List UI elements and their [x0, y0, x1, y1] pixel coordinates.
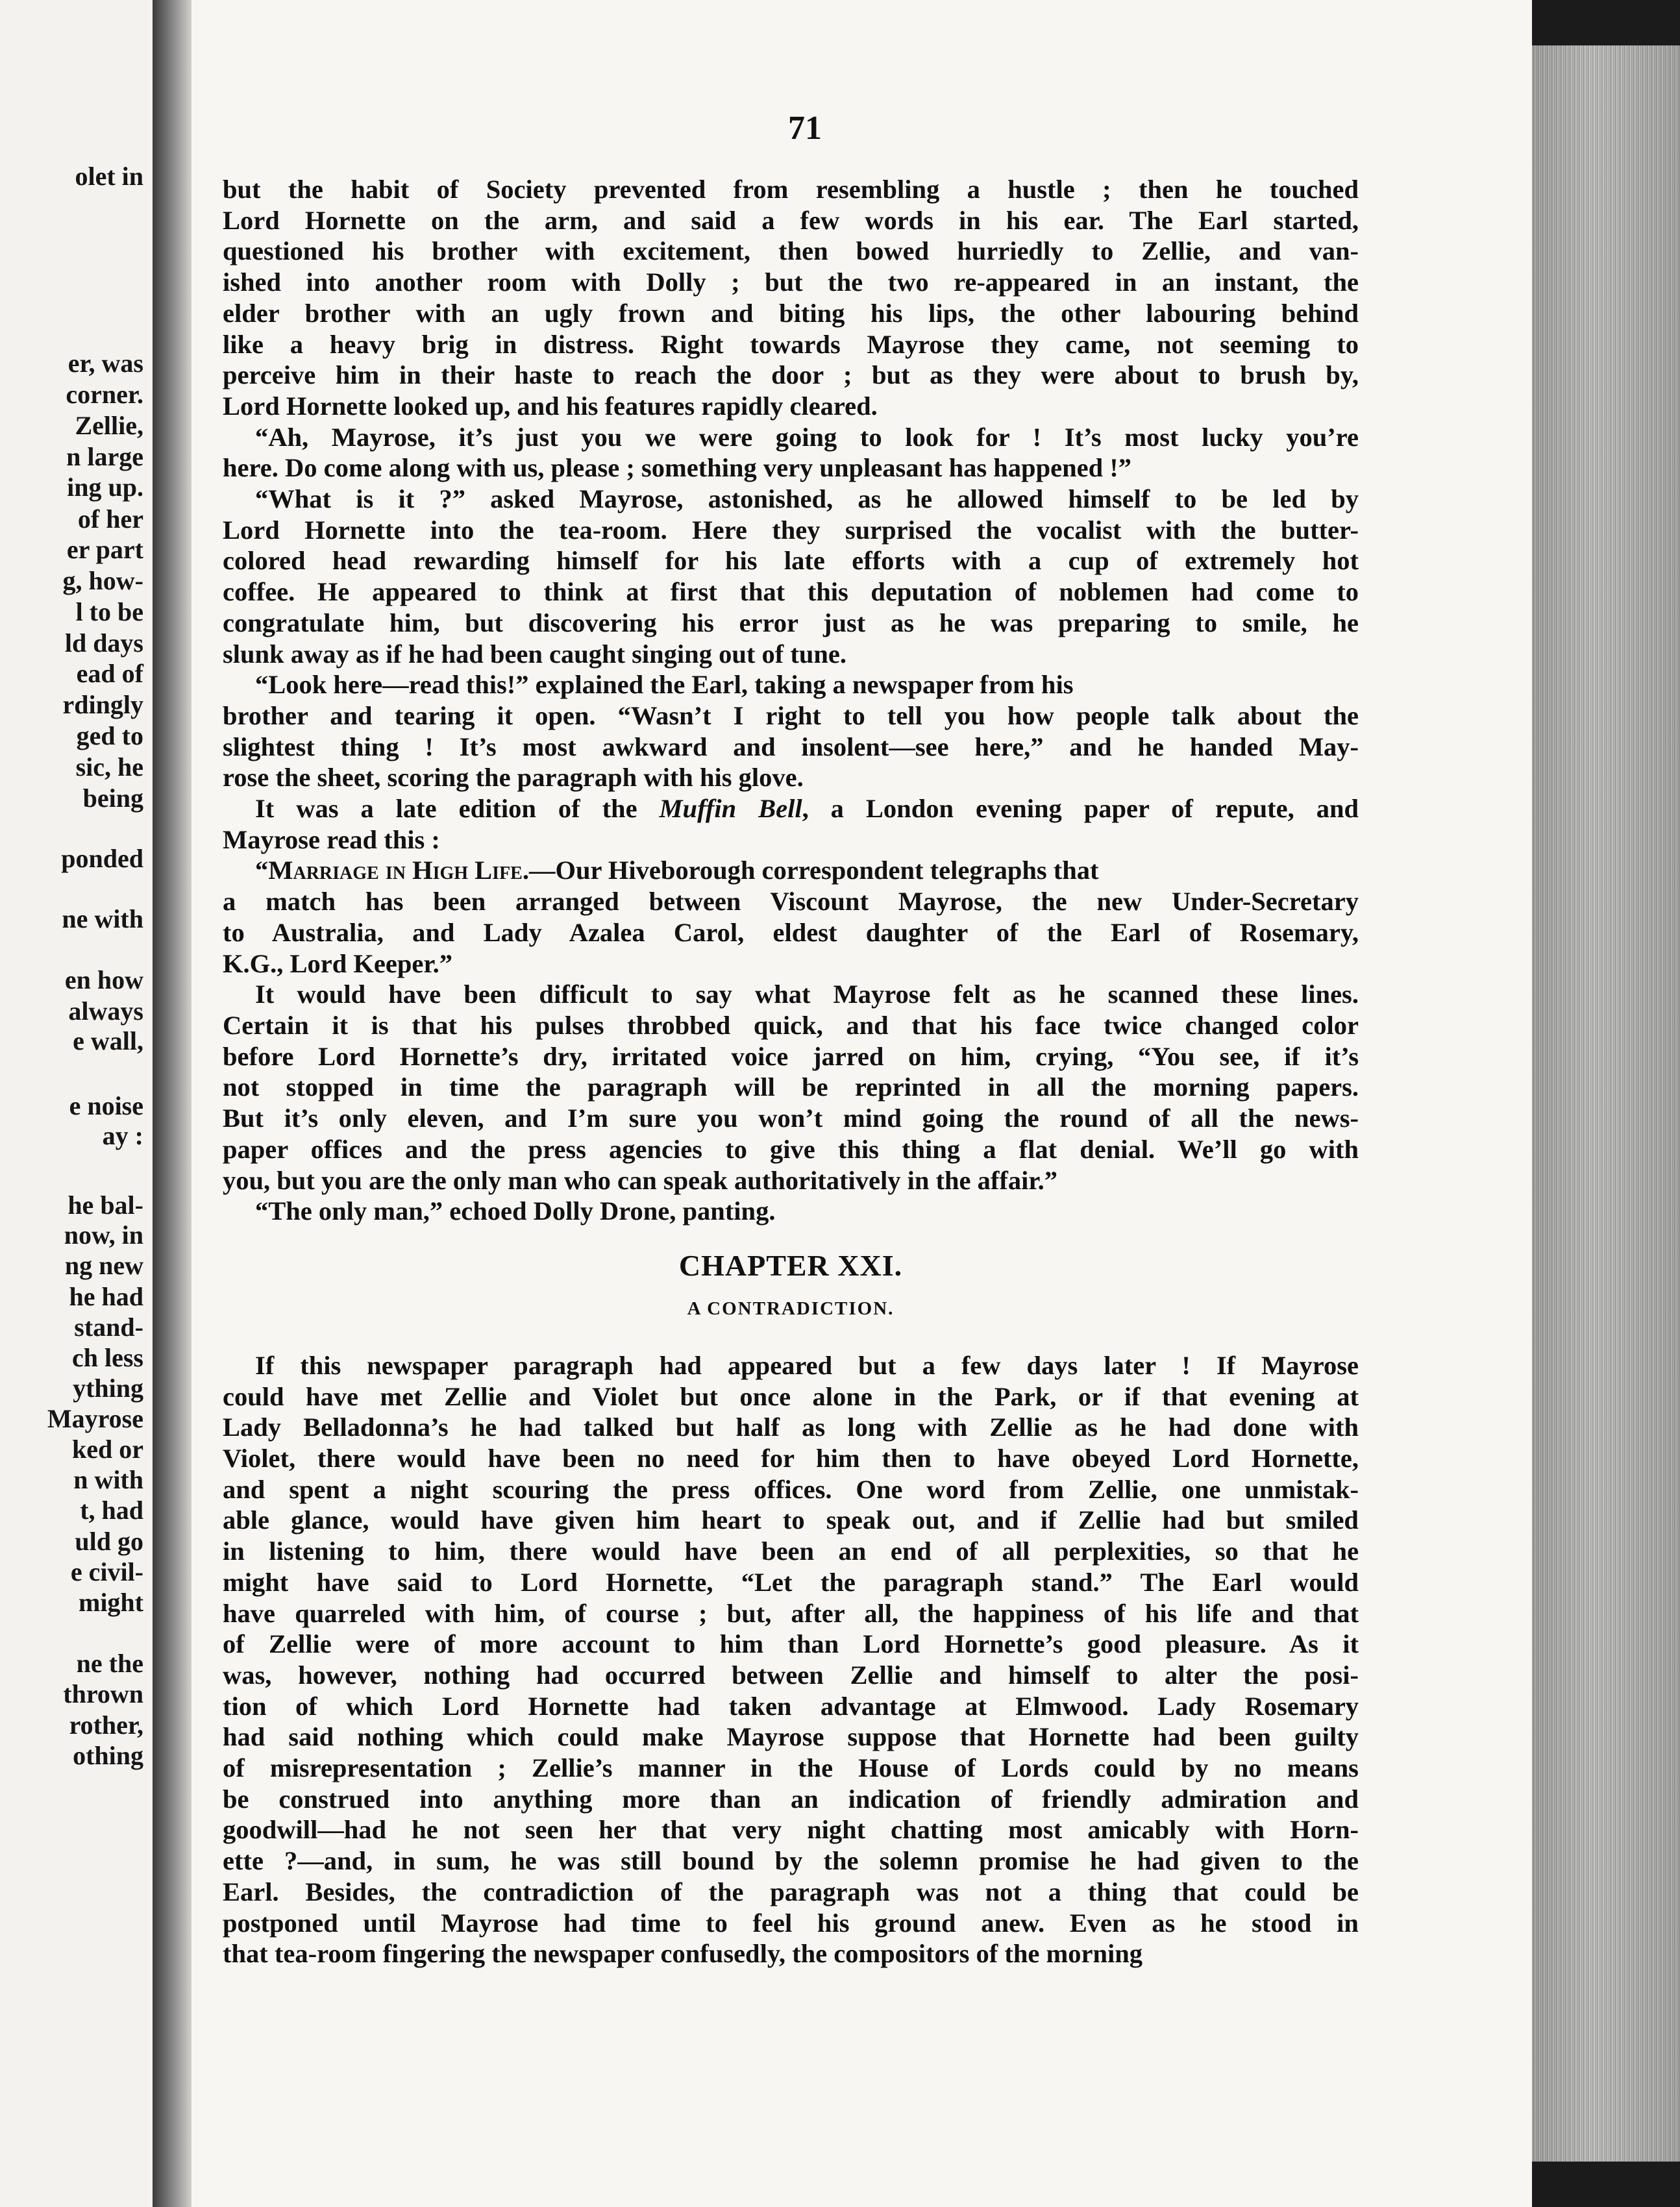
text-line: brother and tearing it open. “Wasn’t I right to tell you how people talk about the	[223, 700, 1359, 730]
facing-page-line: might	[79, 1588, 143, 1617]
facing-page-line: corner.	[66, 380, 143, 409]
facing-page-line: he bal-	[68, 1190, 143, 1220]
text-line: here. Do come along with us, please ; something very unpleasant has happened !”	[223, 453, 1131, 483]
facing-page-line: sic, he	[75, 752, 143, 782]
text-line: Lord Hornette on the arm, and said a few words in his ear. The Earl started,	[223, 205, 1359, 235]
text-line: in listening to him, there would have been an end of all perplexities, so that he	[223, 1536, 1359, 1566]
facing-page-line: stand-	[74, 1313, 143, 1342]
text-line: able glance, would have given him heart to speak out, and if Zellie had but smiled	[223, 1505, 1359, 1535]
text-line: “The only man,” echoed Dolly Drone, panting.	[255, 1196, 776, 1226]
facing-page-line: n with	[73, 1465, 143, 1494]
facing-page-line: ing up.	[67, 473, 143, 502]
facing-page-line: ything	[73, 1374, 143, 1403]
chapter-heading: CHAPTER XXI.	[678, 1248, 903, 1282]
text-line: of Zellie were of more account to him than Lord Hornette’s good pleasure. As it	[223, 1629, 1359, 1659]
text-line: If this newspaper paragraph had appeared but a few days later ! If Mayrose	[255, 1350, 1359, 1380]
text-line: “Ah, Mayrose, it’s just you we were going to look for ! It’s most lucky you’re	[255, 422, 1359, 452]
facing-page-line: now, in	[64, 1220, 143, 1250]
text-line: Lord Hornette looked up, and his features rapidly cleared.	[223, 391, 878, 421]
text-line: “Marriage in High Life.—Our Hiveborough correspondent telegraphs that	[255, 856, 1099, 885]
text-line: and spent a night scouring the press offices. One word from Zellie, one unmistak-	[223, 1474, 1359, 1504]
chapter-subtitle: A CONTRADICTION.	[687, 1298, 895, 1319]
text-line: But it’s only eleven, and I’m sure you won’t mind going the round of all the news-	[223, 1104, 1359, 1133]
text-line: K.G., Lord Keeper.”	[223, 948, 452, 978]
text-line: have quarreled with him, of course ; but, after all, the happiness of his life and that	[223, 1598, 1359, 1628]
text-line: tion of which Lord Hornette had taken advantage at Elmwood. Lady Rosemary	[223, 1691, 1359, 1721]
facing-page-line: Zellie,	[75, 411, 143, 440]
text-line: It was a late edition of the Muffin Bell, a London evening paper of repute, and	[255, 794, 1359, 824]
book-gutter	[153, 0, 191, 2207]
text-line: a match has been arranged between Viscount Mayrose, the new Under-Secretary	[223, 887, 1359, 917]
facing-page-line: ay :	[102, 1121, 143, 1150]
paragraph	[223, 1350, 1359, 1969]
text-line: Violet, there would have been no need for him then to have obeyed Lord Hornette,	[223, 1444, 1359, 1473]
facing-page-line: rother,	[69, 1710, 143, 1740]
facing-page-line: rdingly	[62, 690, 143, 719]
text-line: “Look here—read this!” explained the Earl, taking a newspaper from his	[255, 670, 1074, 700]
body-text	[223, 174, 1359, 1969]
paragraph	[223, 979, 1359, 1196]
text-line: Lady Belladonna’s he had talked but half as long with Zellie as he had done with	[223, 1412, 1359, 1442]
text-line: slightest thing ! It’s most awkward and insolent—see here,” and he handed May-	[223, 732, 1359, 761]
text-line: questioned his brother with excitement, then bowed hurriedly to Zellie, and van-	[223, 236, 1359, 266]
text-line: Certain it is that his pulses throbbed quick, and that his face twice changed color	[223, 1010, 1359, 1040]
page-number: 71	[788, 110, 822, 147]
text-line: had said nothing which could make Mayrose suppose that Hornette had been guilty	[223, 1722, 1359, 1752]
preceding-chapter-text	[223, 174, 1359, 1227]
facing-page-line: ged to	[76, 721, 143, 750]
chapter-text	[223, 1350, 1359, 1969]
text-line: be construed into anything more than an indication of friendly admiration and	[223, 1784, 1359, 1814]
paragraph	[223, 793, 1359, 855]
text-line: but the habit of Society prevented from resembling a hustle ; then he touched	[223, 175, 1359, 204]
facing-page-line: ch less	[72, 1343, 143, 1372]
text-line: coffee. He appeared to think at first that this deputation of noblemen had come to	[223, 577, 1359, 607]
text-line: not stopped in time the paragraph will be reprinted in all the morning papers.	[223, 1072, 1359, 1102]
text-line: Lord Hornette into the tea-room. Here they surprised the vocalist with the butter-	[223, 515, 1359, 545]
facing-page-line: ne with	[62, 904, 143, 933]
facing-page-line: always	[68, 996, 143, 1026]
text-line: slunk away as if he had been caught singing out of tune.	[223, 639, 846, 669]
facing-page-line: er part	[66, 535, 143, 564]
text-line: “What is it ?” asked Mayrose, astonished, as he allowed himself to be led by	[255, 484, 1359, 514]
text-line: that tea-room fingering the newspaper confusedly, the compositors of the morning	[223, 1939, 1143, 1969]
facing-page-line: olet in	[75, 162, 143, 191]
text-line: paper offices and the press agencies to give this thing a flat denial. We’ll go with	[223, 1134, 1359, 1164]
facing-page-line: being	[82, 783, 143, 813]
paragraph	[223, 422, 1359, 484]
facing-page-line: thrown	[63, 1679, 143, 1708]
facing-page-line: e wall,	[73, 1026, 143, 1055]
facing-page	[0, 0, 153, 2207]
text-line: Earl. Besides, the contradiction of the paragraph was not a thing that could be	[223, 1877, 1359, 1906]
facing-page-line: e noise	[69, 1091, 143, 1120]
text-line: ette ?—and, in sum, he was still bound by the solemn promise he had given to the	[223, 1846, 1359, 1876]
text-line: of misrepresentation ; Zellie’s manner in the House of Lords could by no means	[223, 1753, 1359, 1783]
facing-page-line: t, had	[80, 1496, 143, 1525]
facing-page-line: of her	[77, 504, 143, 534]
paragraph	[223, 484, 1359, 669]
text-line: ished into another room with Dolly ; but the two re-appeared in an instant, the	[223, 267, 1359, 297]
text-line: postponed until Mayrose had time to feel his ground anew. Even as he stood in	[223, 1908, 1359, 1938]
facing-page-line: ked or	[72, 1435, 143, 1464]
facing-page-line: ng new	[64, 1251, 143, 1280]
text-line: was, however, nothing had occurred between Zellie and himself to alter the posi-	[223, 1660, 1359, 1690]
facing-page-line: he had	[69, 1282, 143, 1311]
text-line: might have said to Lord Hornette, “Let the paragraph stand.” The Earl would	[223, 1567, 1359, 1597]
text-line: before Lord Hornette’s dry, irritated voice jarred on him, crying, “You see, if it’s	[223, 1041, 1359, 1071]
facing-page-line: ponded	[61, 844, 143, 873]
facing-page-line: ld days	[64, 628, 143, 658]
text-line: rose the sheet, scoring the paragraph with his glove.	[223, 763, 804, 793]
text-line: like a heavy brig in distress. Right towards Mayrose they came, not seeming to	[223, 329, 1359, 359]
facing-page-line: uld go	[75, 1527, 143, 1556]
paragraph	[223, 174, 1359, 422]
facing-page-line: n large	[66, 442, 143, 471]
facing-page-line: Mayrose	[47, 1404, 143, 1433]
text-line: you, but you are the only man who can speak authoritatively in the affair.”	[223, 1165, 1057, 1195]
facing-page-line: l to be	[75, 597, 143, 626]
text-line: congratulate him, but discovering his error just as he was preparing to smile, he	[223, 608, 1359, 637]
text-line: It would have been difficult to say what Mayrose felt as he scanned these lines.	[255, 980, 1359, 1009]
paragraph	[223, 669, 1359, 793]
facing-page-line: en how	[64, 965, 143, 994]
facing-page-line: e civil-	[70, 1557, 143, 1586]
text-line: Mayrose read this :	[223, 824, 440, 854]
paragraph	[223, 1196, 1359, 1227]
paragraph	[223, 855, 1359, 979]
text-line: elder brother with an ugly frown and biting his lips, the other labouring behind	[223, 298, 1359, 328]
facing-page-line: g, how-	[62, 566, 143, 595]
text-line: could have met Zellie and Violet but once alone in the Park, or if that evening at	[223, 1381, 1359, 1411]
facing-page-line: er, was	[68, 349, 143, 378]
text-line: to Australia, and Lady Azalea Carol, eldest daughter of the Earl of Rosemary,	[223, 917, 1359, 947]
facing-page-line: ead of	[76, 659, 143, 688]
facing-page-line: othing	[73, 1741, 143, 1770]
text-line: perceive him in their haste to reach the door ; but as they were about to brush by,	[223, 360, 1359, 390]
text-line: goodwill—had he not seen her that very night chatting most amicably with Horn-	[223, 1815, 1359, 1845]
text-line: colored head rewarding himself for his late efforts with a cup of extremely hot	[223, 546, 1359, 576]
facing-page-line: ne the	[76, 1649, 143, 1678]
